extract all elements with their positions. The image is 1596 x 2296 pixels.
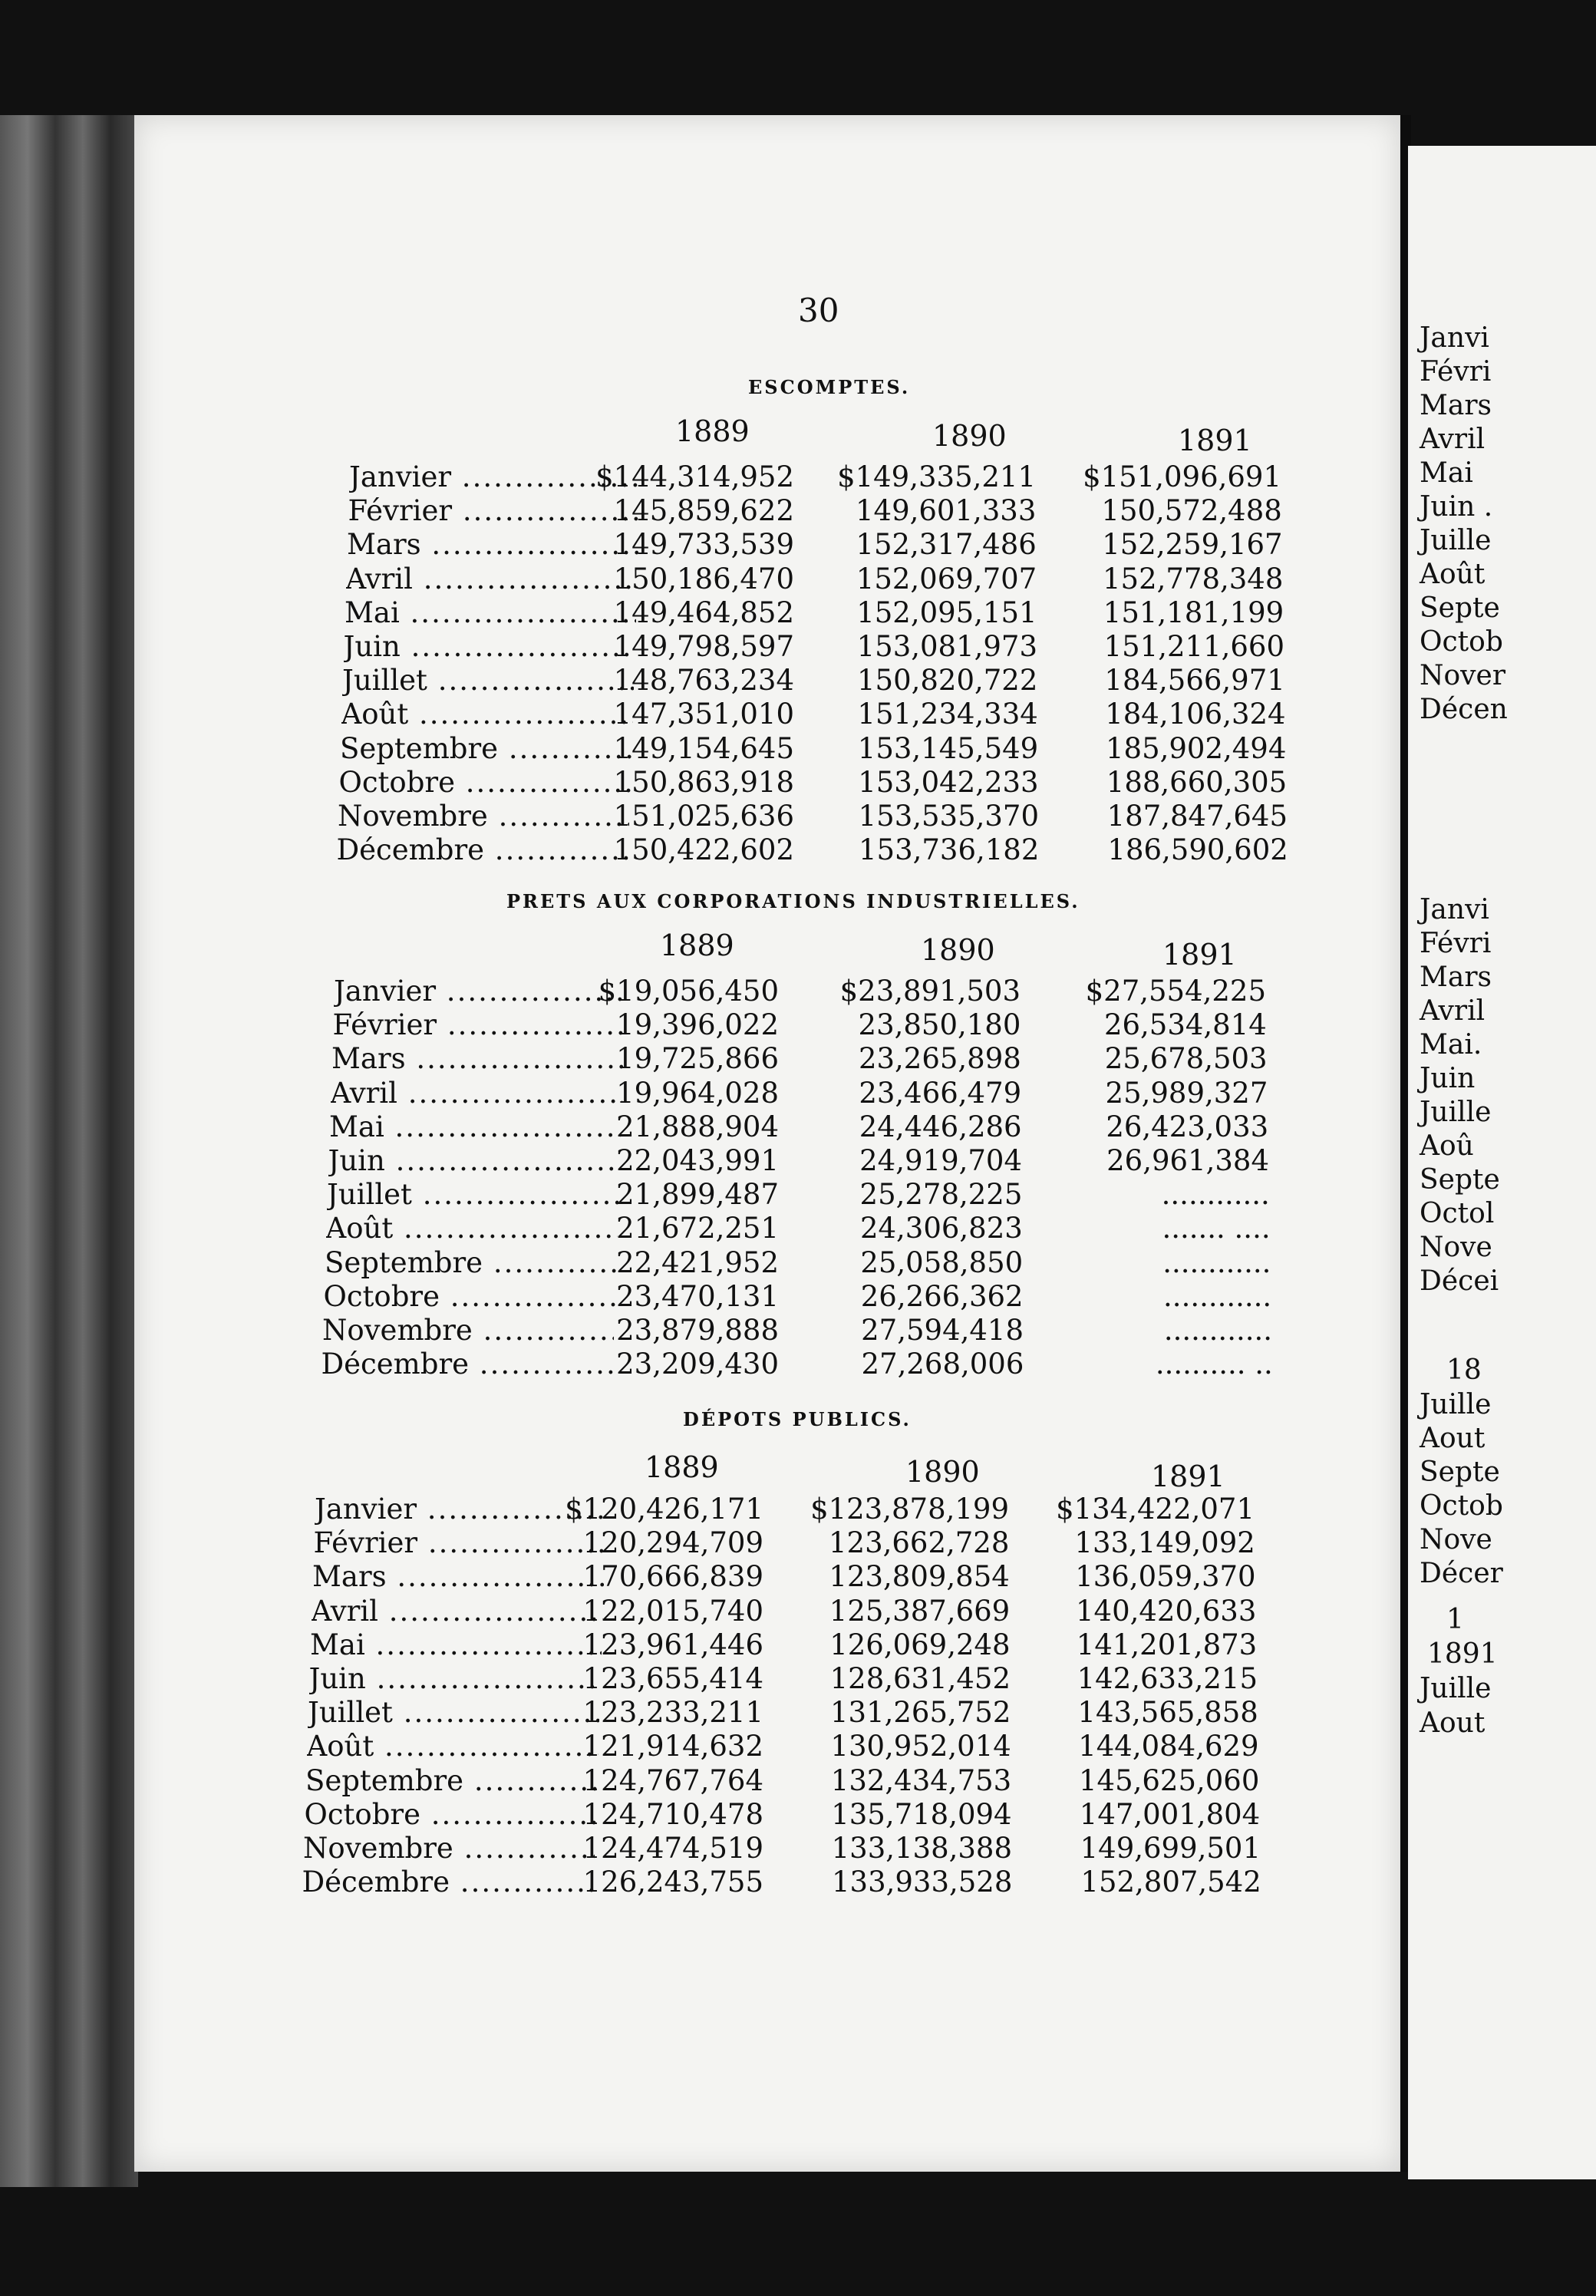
facing-page-fragment: Décei	[1420, 1265, 1499, 1297]
value-1890: 23,850,180	[858, 1008, 1021, 1042]
value-1890: 123,662,728	[829, 1526, 1010, 1560]
value-1891: 25,989,327	[1105, 1076, 1268, 1110]
facing-page-fragment: Févri	[1420, 356, 1492, 388]
value-1890: 23,466,479	[859, 1076, 1022, 1110]
month-label: Mars .....	[347, 528, 638, 561]
value-1890: 130,952,014	[830, 1730, 1011, 1763]
facing-page-fragment: Juille	[1420, 1389, 1492, 1420]
facing-page-fragment: Aoû	[1420, 1130, 1474, 1162]
value-1889: 147,351,010	[613, 698, 794, 731]
month-label: Mai .....	[310, 1628, 602, 1661]
value-1890: 131,265,752	[830, 1696, 1011, 1730]
value-1891: 188,660,305	[1106, 765, 1288, 799]
month-label: Juin .....	[309, 1662, 601, 1695]
month-label: Juillet .....	[308, 1696, 599, 1729]
book-spine	[0, 115, 138, 2187]
value-1889: 124,767,764	[582, 1763, 763, 1797]
month-label: Octobre .....	[305, 1798, 596, 1831]
value-1889: 120,294,709	[582, 1526, 763, 1560]
month-label: Octobre .....	[324, 1280, 615, 1313]
value-1891: .......... ..	[1155, 1348, 1273, 1381]
table-row	[315, 1493, 1312, 1526]
value-1889: 150,863,918	[613, 765, 794, 799]
table-row	[339, 766, 1337, 800]
table-row	[322, 1348, 1319, 1381]
value-1890: 24,306,823	[859, 1212, 1023, 1245]
month-label: Mars .....	[312, 1560, 604, 1593]
facing-page-fragment: Févri	[1420, 928, 1492, 959]
value-1891: 149,699,501	[1080, 1832, 1261, 1865]
table-row	[348, 494, 1346, 528]
section-title: ESCOMPTES.	[748, 376, 911, 398]
facing-page-fragment: Décer	[1420, 1558, 1503, 1589]
value-1889: 150,186,470	[613, 562, 794, 595]
value-1889: 123,233,211	[582, 1696, 763, 1730]
value-1890: 132,434,753	[830, 1763, 1012, 1797]
value-1890: 128,631,452	[829, 1662, 1011, 1695]
value-1891: ............	[1163, 1279, 1272, 1313]
facing-page-fragment: Septe	[1420, 1164, 1500, 1196]
facing-page-fragment: Avril	[1420, 995, 1486, 1027]
facing-page-fragment: Janvi	[1420, 894, 1489, 925]
value-1891: 145,625,060	[1079, 1763, 1260, 1797]
month-label: Janvier .....	[334, 975, 625, 1008]
month-label: Mars .....	[331, 1042, 623, 1075]
month-label: Décembre .....	[337, 833, 628, 866]
value-1891: 144,084,629	[1078, 1730, 1259, 1763]
value-1891: 152,807,542	[1080, 1866, 1261, 1899]
value-1890: $149,335,211	[837, 460, 1036, 493]
month-label: Juillet .....	[327, 1178, 618, 1211]
month-label: Août .....	[341, 698, 633, 731]
value-1890: $23,891,503	[839, 975, 1021, 1008]
value-1891: 26,423,033	[1106, 1110, 1269, 1143]
value-1889: $19,056,450	[598, 975, 779, 1008]
year-header: 1891	[1151, 1460, 1225, 1493]
table-row	[333, 1008, 1331, 1042]
value-1889: 22,421,952	[616, 1245, 779, 1279]
facing-page-fragment: Juille	[1420, 525, 1492, 556]
month-label: Mai .....	[329, 1110, 621, 1143]
value-1890: $123,878,199	[810, 1493, 1009, 1526]
table-row	[309, 1662, 1307, 1696]
facing-page-fragment: Avril	[1420, 424, 1486, 455]
value-1890: 126,069,248	[829, 1628, 1011, 1661]
value-1890: 27,268,006	[861, 1348, 1024, 1381]
value-1891: 133,149,092	[1074, 1526, 1255, 1560]
value-1891: 151,211,660	[1103, 630, 1284, 663]
value-1891: 184,106,324	[1105, 698, 1286, 731]
table-row	[329, 1110, 1327, 1144]
table-row	[308, 1696, 1305, 1730]
month-label: Juin .....	[328, 1144, 620, 1177]
value-1891: 150,572,488	[1101, 494, 1282, 528]
value-1891: 152,778,348	[1103, 562, 1284, 595]
value-1890: 26,266,362	[860, 1279, 1024, 1313]
year-header: 1890	[921, 933, 995, 967]
table-row	[312, 1560, 1310, 1594]
value-1891: 143,565,858	[1077, 1696, 1258, 1730]
month-label: Janvier .....	[315, 1493, 606, 1526]
value-1891: ....... ....	[1162, 1212, 1271, 1245]
month-label: Décembre .....	[322, 1348, 613, 1381]
facing-page-fragment: Octob	[1420, 626, 1503, 658]
value-1891: ............	[1161, 1178, 1270, 1212]
value-1891: $27,554,225	[1085, 975, 1266, 1008]
month-label: Mai .....	[345, 596, 636, 629]
month-label: Février .....	[348, 494, 640, 527]
value-1891: 140,420,633	[1076, 1594, 1257, 1628]
month-label: Avril .....	[312, 1595, 603, 1628]
facing-page-fragment: Juille	[1420, 1097, 1492, 1128]
table-row	[331, 1042, 1329, 1076]
value-1889: 122,015,740	[582, 1594, 763, 1628]
month-label: Avril .....	[331, 1077, 622, 1110]
table-row	[305, 1764, 1303, 1798]
value-1890: 123,809,854	[829, 1560, 1010, 1594]
year-header: 1890	[905, 1455, 980, 1489]
value-1889: 21,899,487	[616, 1178, 779, 1212]
page-number: 30	[798, 292, 839, 329]
value-1890: 152,317,486	[856, 528, 1037, 562]
facing-page-fragment: Mars	[1420, 390, 1492, 421]
facing-page-fragment: Septe	[1420, 592, 1500, 624]
table-row	[326, 1212, 1324, 1245]
value-1889: 151,025,636	[613, 800, 794, 833]
value-1889: 23,470,131	[616, 1279, 779, 1313]
value-1889: 170,666,839	[582, 1560, 763, 1594]
facing-page-fragment: Mai	[1420, 457, 1473, 489]
value-1889: 123,961,446	[582, 1628, 763, 1661]
table-row	[334, 975, 1331, 1008]
month-label: Avril .....	[346, 562, 638, 595]
facing-page-fragment: 1891	[1427, 1638, 1498, 1670]
year-header: 1889	[660, 929, 734, 962]
value-1890: 153,145,549	[857, 731, 1039, 765]
value-1891: 26,961,384	[1106, 1144, 1269, 1177]
value-1889: 149,733,539	[613, 528, 794, 562]
month-label: Juin .....	[344, 630, 635, 663]
value-1889: 19,964,028	[616, 1076, 779, 1110]
value-1889: 19,396,022	[616, 1008, 779, 1042]
value-1891: 142,633,215	[1077, 1662, 1258, 1695]
year-header: 1891	[1178, 424, 1252, 457]
value-1891: 186,590,602	[1107, 833, 1288, 867]
table-row	[324, 1280, 1321, 1314]
value-1890: 150,820,722	[857, 664, 1038, 698]
facing-page-fragment: Juille	[1420, 1673, 1492, 1704]
facing-page-fragment: Décen	[1420, 694, 1508, 725]
value-1890: 27,594,418	[861, 1314, 1024, 1347]
value-1889: 124,474,519	[582, 1832, 763, 1865]
facing-page-fragment: 18	[1446, 1354, 1482, 1386]
value-1891: 152,259,167	[1102, 528, 1283, 562]
value-1890: 153,081,973	[856, 630, 1037, 663]
value-1891: 141,201,873	[1076, 1628, 1258, 1661]
facing-page-fragment: Nove	[1420, 1524, 1492, 1555]
value-1891: 25,678,503	[1104, 1042, 1268, 1076]
facing-page-fragment: Aout	[1420, 1423, 1486, 1454]
facing-page-fragment: Aout	[1420, 1707, 1486, 1739]
value-1889: 23,209,430	[616, 1348, 779, 1381]
value-1889: 148,763,234	[613, 664, 794, 698]
value-1889: 150,422,602	[613, 833, 794, 867]
facing-page-fragment: Nover	[1420, 660, 1506, 691]
table-row	[346, 562, 1344, 596]
facing-page-fragment: Octob	[1420, 1490, 1503, 1522]
month-label: Août .....	[307, 1730, 598, 1763]
value-1889: 22,043,991	[616, 1144, 779, 1177]
value-1889: 145,859,622	[613, 494, 794, 528]
table-row	[310, 1628, 1307, 1662]
facing-page-fragment: 1	[1446, 1604, 1464, 1635]
month-label: Décembre .....	[302, 1866, 594, 1898]
value-1890: 24,446,286	[859, 1110, 1022, 1143]
table-row	[342, 664, 1340, 698]
month-label: Janvier .....	[349, 460, 641, 493]
facing-page-fragment: Mars	[1420, 962, 1492, 993]
value-1891: 136,059,370	[1075, 1560, 1256, 1594]
facing-page	[1408, 146, 1596, 2179]
month-label: Août .....	[326, 1212, 618, 1245]
value-1891: ............	[1162, 1245, 1271, 1279]
value-1889: 126,243,755	[582, 1866, 763, 1899]
value-1889: 149,464,852	[613, 595, 794, 629]
year-header: 1889	[645, 1450, 719, 1484]
value-1889: 23,879,888	[616, 1314, 779, 1347]
table-row	[344, 630, 1341, 664]
value-1889: 149,798,597	[613, 630, 794, 663]
year-header: 1889	[675, 414, 750, 448]
value-1889: 124,710,478	[582, 1797, 763, 1831]
table-row	[302, 1866, 1300, 1899]
value-1890: 133,138,388	[831, 1832, 1012, 1865]
table-row	[340, 732, 1337, 766]
month-label: Novembre .....	[338, 800, 629, 833]
value-1889: 19,725,866	[616, 1042, 779, 1076]
value-1890: 153,042,233	[858, 765, 1039, 799]
value-1890: 25,278,225	[859, 1178, 1023, 1212]
facing-page-fragment: Septe	[1420, 1456, 1500, 1488]
facing-page-fragment: Janvi	[1420, 322, 1489, 354]
value-1889: 149,154,645	[613, 731, 794, 765]
table-row	[303, 1832, 1301, 1866]
table-row	[328, 1144, 1326, 1178]
value-1890: 153,736,182	[859, 833, 1040, 867]
value-1890: 23,265,898	[858, 1042, 1021, 1076]
value-1890: 152,095,151	[856, 595, 1037, 629]
facing-page-fragment: Août	[1420, 559, 1486, 590]
month-label: Février .....	[314, 1526, 605, 1559]
facing-page-fragment: Octol	[1420, 1198, 1495, 1229]
value-1891: ............	[1163, 1314, 1272, 1347]
value-1891: 147,001,804	[1079, 1797, 1261, 1831]
table-row	[347, 528, 1344, 562]
table-row	[337, 833, 1334, 867]
section-title: DÉPOTS PUBLICS.	[683, 1408, 912, 1430]
table-row	[338, 800, 1335, 833]
value-1891: 184,566,971	[1104, 664, 1285, 698]
value-1890: 133,933,528	[832, 1866, 1013, 1899]
month-label: Février .....	[333, 1008, 625, 1041]
facing-page-fragment: Nove	[1420, 1232, 1492, 1263]
value-1890: 135,718,094	[831, 1797, 1012, 1831]
table-row	[322, 1314, 1320, 1348]
table-row	[312, 1595, 1309, 1628]
table-row	[349, 460, 1347, 494]
value-1889: $144,314,952	[595, 460, 794, 493]
facing-page-fragment: Juin .	[1420, 491, 1493, 523]
value-1891: 185,902,494	[1106, 731, 1287, 765]
table-row	[331, 1077, 1328, 1110]
month-label: Octobre .....	[339, 766, 631, 799]
value-1891: 187,847,645	[1106, 800, 1288, 833]
value-1891: 26,534,814	[1103, 1008, 1267, 1042]
value-1891: $151,096,691	[1083, 460, 1281, 493]
facing-page-fragment: Juin	[1420, 1063, 1476, 1094]
value-1890: 151,234,334	[857, 698, 1038, 731]
table-row	[345, 596, 1342, 630]
table-row	[341, 698, 1339, 731]
table-row	[314, 1526, 1311, 1560]
value-1891: $134,422,071	[1056, 1493, 1255, 1526]
value-1890: 152,069,707	[856, 562, 1037, 595]
section-title: PRETS AUX CORPORATIONS INDUSTRIELLES.	[506, 890, 1080, 912]
table-row	[327, 1178, 1324, 1212]
value-1889: $120,426,171	[565, 1493, 763, 1526]
year-header: 1891	[1162, 938, 1237, 972]
value-1889: 21,888,904	[616, 1110, 779, 1143]
table-row	[325, 1246, 1322, 1280]
value-1890: 149,601,333	[856, 494, 1037, 528]
month-label: Novembre .....	[303, 1832, 595, 1865]
month-label: Novembre .....	[322, 1314, 614, 1347]
value-1889: 21,672,251	[616, 1212, 779, 1245]
value-1890: 153,535,370	[858, 800, 1039, 833]
value-1890: 25,058,850	[860, 1245, 1024, 1279]
table-row	[307, 1730, 1304, 1763]
value-1889: 123,655,414	[582, 1662, 763, 1695]
value-1889: 121,914,632	[582, 1730, 763, 1763]
value-1891: 151,181,199	[1103, 595, 1284, 629]
month-label: Septembre .....	[325, 1246, 616, 1279]
month-label: Juillet .....	[342, 664, 634, 697]
value-1890: 24,919,704	[859, 1144, 1022, 1177]
table-row	[305, 1798, 1302, 1832]
facing-page-fragment: Mai.	[1420, 1029, 1482, 1061]
year-header: 1890	[932, 419, 1007, 453]
month-label: Septembre .....	[305, 1764, 597, 1797]
month-label: Septembre .....	[340, 732, 631, 765]
value-1890: 125,387,669	[829, 1594, 1011, 1628]
